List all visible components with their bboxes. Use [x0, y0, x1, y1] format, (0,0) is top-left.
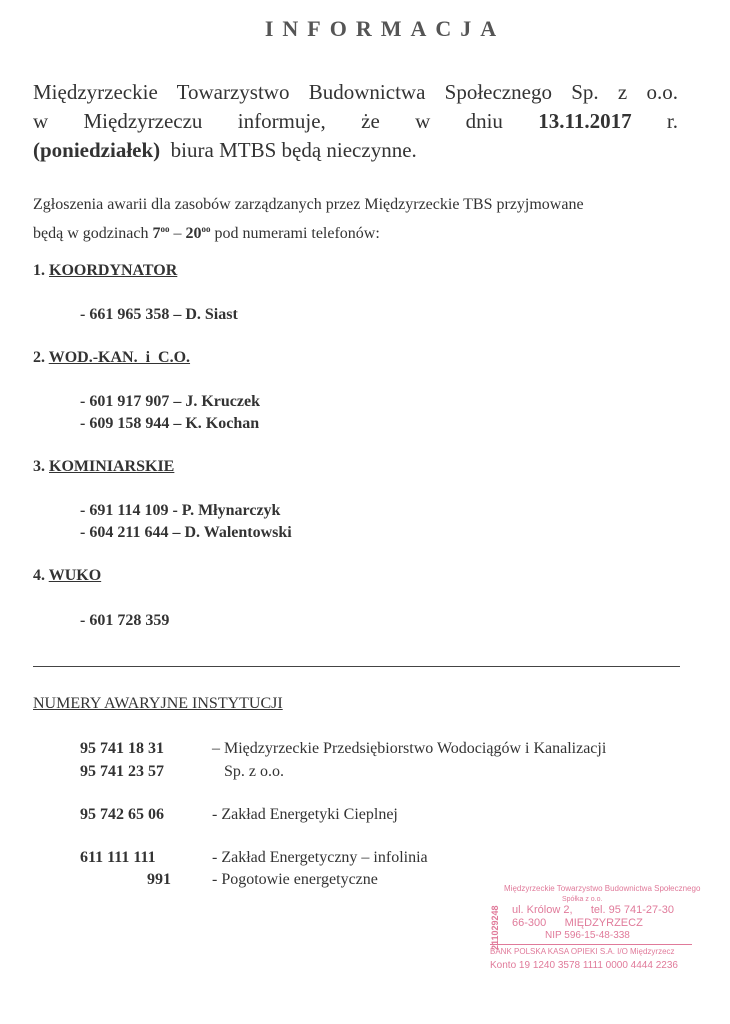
institution-desc: - Pogotowie energetyczne — [212, 871, 378, 888]
company-stamp — [490, 884, 700, 979]
intro-closure-text: biura MTBS będą nieczynne. — [170, 138, 417, 162]
stamp-line: 66-300 MIĘDZYRZECZ — [512, 917, 643, 929]
stamp-regon: 211029248 — [490, 905, 500, 950]
start-time — [153, 225, 170, 242]
contact-item: - 604 211 644 – D. Walentowski — [80, 524, 292, 541]
contact-item: - 601 728 359 — [80, 612, 170, 629]
section-heading-koordynator — [33, 262, 177, 280]
intro-line-1: Międzyrzeckie Towarzystwo Budownictwa Społecznego Sp. z o.o. — [33, 80, 678, 104]
dash: – — [173, 225, 182, 242]
section-name: KOORDYNATOR — [49, 262, 178, 279]
section-heading-wod-kan — [33, 349, 190, 367]
end-time — [186, 225, 211, 242]
intro-text-r: r. — [666, 109, 679, 133]
stamp-line: Międzyrzeckie Towarzystwo Budownictwa Społecznego — [504, 884, 701, 893]
contact-item: - 601 917 907 – J. Kruczek — [80, 393, 260, 410]
stamp-line: BANK POLSKA KASA OPIEKI S.A. I/O Międzyrzecz — [490, 947, 675, 956]
hours-text: będą w godzinach — [33, 225, 149, 242]
institution-number: 991 — [147, 871, 171, 888]
institution-desc: - Zakład Energetyczny – infolinia — [212, 849, 428, 866]
start-min: oo — [160, 224, 170, 234]
intro-line-3 — [33, 136, 678, 165]
contact-item: - 691 114 109 - P. Młynarczyk — [80, 502, 281, 519]
end-min: oo — [201, 224, 211, 234]
hours-line-2 — [33, 217, 584, 246]
institution-number: 95 742 65 06 — [80, 806, 164, 823]
stamp-line: ul. Królow 2, tel. 95 741-27-30 — [512, 904, 675, 916]
closure-date: 13.11.2017 — [538, 109, 632, 133]
intro-text: w Międzyrzeczu informuje, że w dniu — [33, 109, 503, 133]
hours-text-end: pod numerami telefonów: — [214, 225, 380, 242]
section-number: 4. — [33, 567, 45, 584]
intro-line-2 — [33, 107, 678, 136]
section-heading-kominiarskie — [33, 458, 174, 476]
section-name: WUKO — [48, 567, 102, 584]
hours-line-1: Zgłoszenia awarii dla zasobów zarządzanych przez Międzyrzeckie TBS przyjmowane — [33, 196, 584, 213]
start-hour: 7 — [152, 225, 161, 242]
section-number: 2. — [33, 349, 45, 366]
institution-number: 95 741 18 31 — [80, 740, 164, 757]
section-name: WOD.-KAN. i C.O. — [48, 349, 191, 366]
intro-paragraph — [33, 78, 678, 165]
institution-number: 95 741 23 57 — [80, 763, 164, 780]
institution-desc: Sp. z o.o. — [212, 763, 284, 780]
contact-item: - 609 158 944 – K. Kochan — [80, 415, 260, 432]
section-name: KOMINIARSKIE — [49, 458, 175, 475]
closure-day: (poniedziałek) — [33, 138, 161, 162]
section-heading-wuko — [33, 567, 101, 585]
stamp-line: Spółka z o.o. — [562, 896, 603, 903]
institutions-heading: NUMERY AWARYJNE INSTYTUCJI — [33, 695, 283, 712]
page-title: INFORMACJA — [264, 16, 506, 41]
contact-item: - 661 965 358 – D. Siast — [80, 306, 238, 323]
end-hour: 20 — [185, 225, 202, 242]
hours-paragraph — [33, 192, 584, 246]
institution-desc: - Zakład Energetyki Cieplnej — [212, 806, 398, 823]
section-number: 3. — [33, 458, 45, 475]
institution-desc: – Międzyrzeckie Przedsiębiorstwo Wodociągów i Kanalizacji — [212, 740, 607, 757]
section-number: 1. — [33, 262, 45, 279]
institution-number: 611 111 111 — [80, 849, 156, 866]
stamp-divider — [490, 944, 692, 945]
divider — [33, 666, 680, 667]
stamp-line: Konto 19 1240 3578 1111 0000 4444 2236 — [490, 960, 678, 971]
stamp-line: NIP 596-15-48-338 — [545, 930, 630, 941]
